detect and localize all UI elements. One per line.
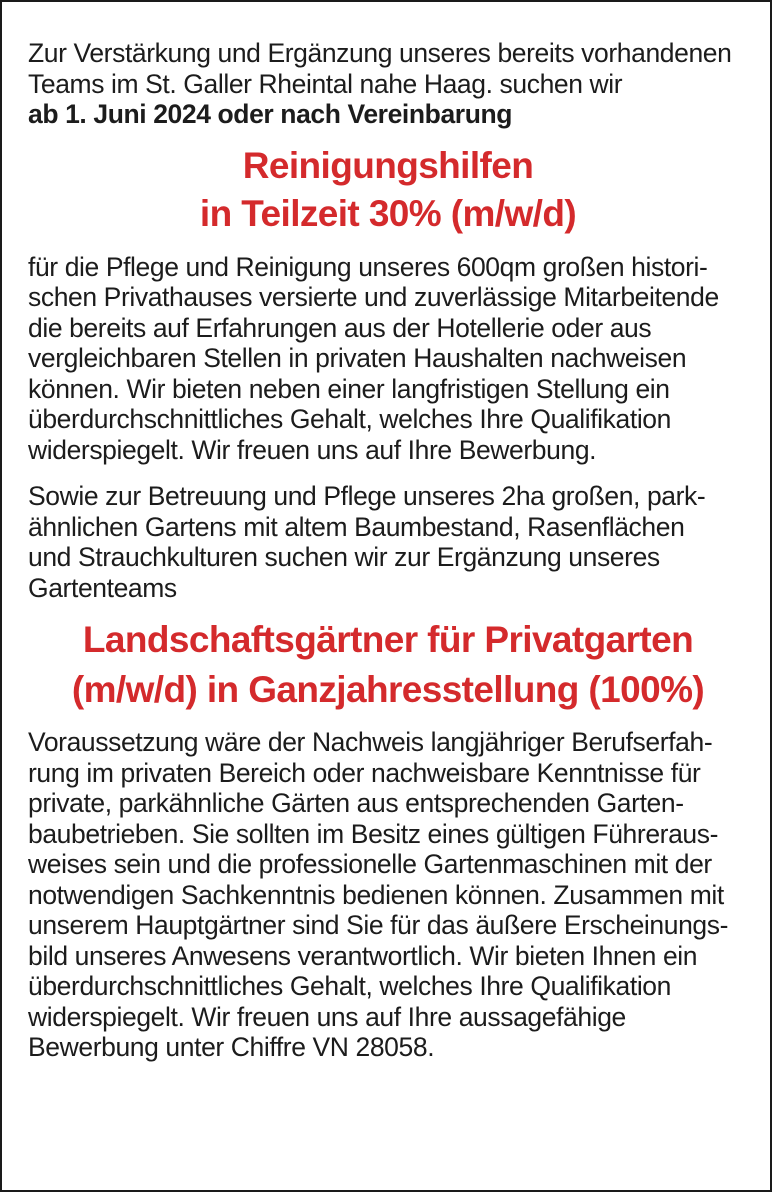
body-line: ähnlichen Gartens mit altem Baumbestand, Rasenflächen — [28, 511, 685, 542]
body-line: für die Pflege und Reinigung unseres 600qm großen histori- — [28, 251, 708, 282]
position-title-cleaning — [28, 142, 748, 238]
body-line: baubetrieben. Sie sollten im Besitz eines gültigen Führeraus- — [28, 818, 719, 849]
position-title-line: Reinigungshilfen — [242, 144, 534, 186]
body-line: schen Privathauses versierte und zuverlässige Mitarbeitende — [28, 282, 719, 312]
garden-intro-paragraph — [28, 481, 748, 603]
body-line: notwendigen Sachkenntnis bedienen können. Zusammen mit — [28, 879, 724, 910]
body-line: Gartenteams — [28, 572, 177, 603]
body-line: rung im privaten Bereich oder nachweisbare Kenntnisse für — [28, 757, 701, 788]
body-line: können. Wir bieten neben einer langfristigen Stellung ein — [28, 373, 670, 404]
start-date-line: ab 1. Juni 2024 oder nach Vereinbarung — [28, 99, 513, 129]
gardener-description — [28, 727, 748, 1063]
cleaning-description — [28, 252, 748, 466]
position-title-gardener — [28, 615, 748, 715]
position-title-line: Landschaftsgärtner für Privatgarten — [82, 619, 694, 660]
body-line: die bereits auf Erfahrungen aus der Hotellerie oder aus — [28, 312, 652, 343]
body-line: überdurchschnittliches Gehalt, welches Ihre Qualifikation — [28, 404, 671, 434]
body-line: widerspiegelt. Wir freuen uns auf Ihre aussagefähige — [28, 1001, 626, 1032]
intro-line: Zur Verstärkung und Ergänzung unseres bereits vorhandenen — [28, 38, 732, 68]
body-line: widerspiegelt. Wir freuen uns auf Ihre Bewerbung. — [28, 434, 597, 465]
body-line: Voraussetzung wäre der Nachweis langjähriger Berufserfah- — [28, 727, 713, 757]
body-line: überdurchschnittliches Gehalt, welches Ihre Qualifikation — [28, 971, 671, 1001]
body-line: vergleichbaren Stellen in privaten Haushalten nachweisen — [28, 343, 687, 373]
body-line: und Strauchkulturen suchen wir zur Ergänzung unseres — [28, 542, 660, 572]
position-title-line: (m/w/d) in Ganzjahresstellung (100%) — [71, 669, 705, 710]
chiffre-line: Bewerbung unter Chiffre VN 28058. — [28, 1032, 435, 1062]
position-title-line: in Teilzeit 30% (m/w/d) — [199, 192, 577, 234]
body-line: Sowie zur Betreuung und Pflege unseres 2ha großen, park- — [28, 481, 706, 511]
body-line: private, parkähnliche Gärten aus entsprechenden Garten- — [28, 788, 684, 818]
intro-paragraph — [28, 38, 748, 130]
body-line: weises sein und die professionelle Gartenmaschinen mit der — [28, 849, 712, 879]
body-line: bild unseres Anwesens verantwortlich. Wir bieten Ihnen ein — [28, 940, 698, 971]
body-line: unserem Hauptgärtner sind Sie für das äußere Erscheinungs- — [28, 910, 729, 940]
intro-line: Teams im St. Galler Rheintal nahe Haag. suchen wir — [28, 68, 623, 99]
